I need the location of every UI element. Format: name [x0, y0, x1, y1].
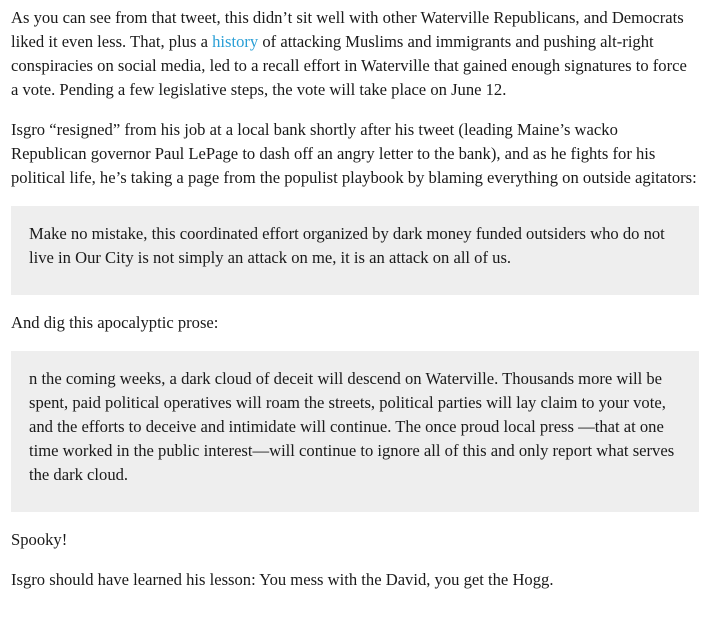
blockquote-make-no-mistake [11, 206, 699, 295]
paragraph-lesson: Isgro should have learned his lesson: You mess with the David, you get the Hogg. [11, 570, 554, 589]
blockquote-text: n the coming weeks, a dark cloud of deceit will descend on Waterville. Thousands more will be spent, paid political operatives will roam the streets, political parties will lay claim to your vote, and the efforts to deceive and intimidate will continue. The once proud local press —that at one time worked in the public interest—will continue to ignore all of this and only report what serves the dark cloud. [29, 369, 675, 484]
history-link[interactable]: history [212, 32, 259, 51]
blockquote-text: Make no mistake, this coordinated effort organized by dark money funded outsiders who do not live in Our City is not simply an attack on me, it is an attack on all of us. [29, 224, 665, 267]
paragraph-recall-effort [11, 6, 697, 102]
paragraph-apocalyptic-prose: And dig this apocalyptic prose: [11, 313, 219, 332]
paragraph-isgro-resigned: Isgro “resigned” from his job at a local bank shortly after his tweet (leading Maine’s wacko Republican governor Paul LePage to dash off an angry letter to the bank), and as he fights for his political life, he’s taking a page from the populist playbook by blaming everything on outside agitators: [11, 120, 697, 187]
paragraph-text-after-link: of attacking Muslims and immigrants and pushing alt-right conspiracies on social media, led to a recall effort in Waterville that gained enough signatures to force a vote. Pending a few legislative steps, the vote will take place on June 12. [11, 32, 687, 99]
blockquote-dark-cloud [11, 351, 699, 512]
paragraph-spooky: Spooky! [11, 530, 68, 549]
paragraph-text-before-link: As you can see from that tweet, this didn’t sit well with other Waterville Republicans, and Democrats liked it even less. That, plus a [11, 8, 684, 51]
